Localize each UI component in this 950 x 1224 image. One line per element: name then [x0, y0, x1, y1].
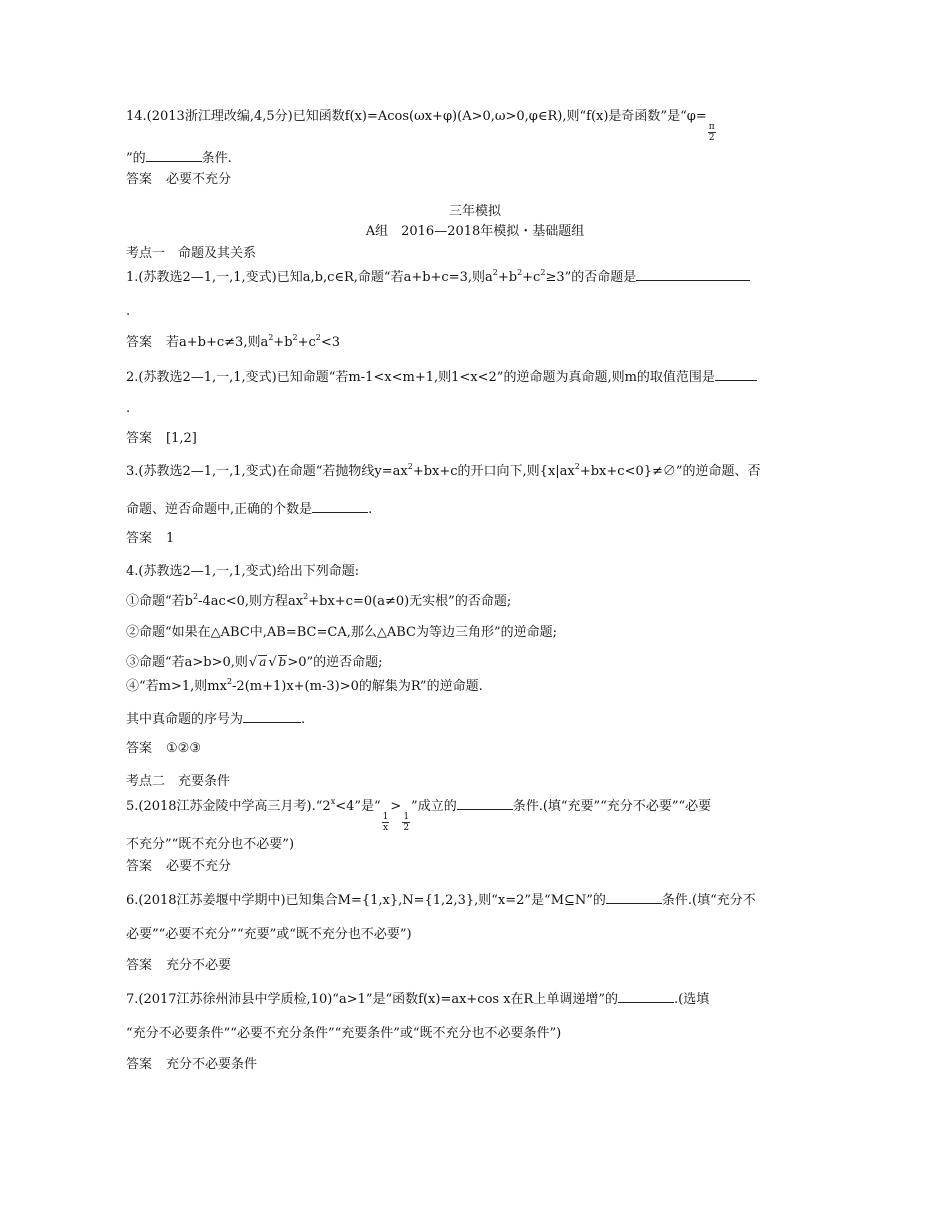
q4-item-4: ④“若m>1,则$mx^2-2(m+1)x+(m-3)>0$的解集为R”的逆命题.: [126, 677, 483, 694]
answer-label: 答案: [126, 741, 153, 756]
q6-line2: 必要”“必要不充分”“充要”或“既不充分也不必要”): [126, 927, 412, 942]
answer-label: 答案: [126, 172, 153, 187]
sqrt-icon: √: [248, 655, 258, 670]
q14-text: 14.(2013浙江理改编,4,5分)已知函数f(x)=Acos(ωx+φ)(A>0,ω>0,φ∈R),则“f(x)是奇函数”是“φ=: [126, 109, 707, 124]
q4-question: 其中真命题的序号为 .: [126, 709, 305, 729]
answer-blank: [618, 989, 674, 1003]
answer-label: 答案: [126, 431, 153, 446]
answer-value: 1: [166, 531, 175, 546]
q7-line1: 7.(2017江苏徐州沛县中学质检,10)“a>1”是“函数f(x)=ax+cos x在R上单调递增”的 .(选填: [126, 989, 709, 1009]
answer-blank: [606, 890, 662, 904]
q3-line2: 命题、逆否命题中,正确的个数是 .: [126, 499, 372, 519]
q5-line1: 5.(2018江苏金陵中学高三月考)$.“2^x<4$”是“ $\frac{1}{x}$ > $\frac{1}{2}$ ”成立的 条件.(填“充要”“充分不必要”“必要: [126, 797, 712, 833]
answer-label: 答案: [126, 958, 153, 973]
q7-answer: [126, 1056, 257, 1074]
q4-answer: [126, 740, 201, 758]
q14-answer: [126, 171, 231, 189]
fraction-1-over-2: $\frac{1}{2}$: [403, 812, 410, 833]
section-title: 三年模拟: [448, 204, 501, 219]
topic-heading-2: 考点二 充要条件: [126, 774, 231, 789]
q4-item-1: ①命题“若$b^2-4ac<0$,则方程$ax^2+bx+c=0(a\ne 0)$无实根”的否命题;: [126, 592, 512, 609]
q4-stem: 4.(苏教选2—1,一,1,变式)给出下列命题:: [126, 564, 360, 579]
answer-blank: [243, 709, 301, 723]
answer-value: 必要不充分: [166, 172, 232, 187]
fraction-1-over-x: $\frac{1}{x}$: [382, 812, 389, 833]
answer-blank: [457, 796, 513, 810]
answer-value: 必要不充分: [166, 859, 232, 874]
q5-answer: [126, 858, 231, 876]
topic-heading-1: 考点一 命题及其关系: [126, 246, 257, 261]
q3-answer: [126, 530, 174, 548]
q6-answer: [126, 957, 231, 975]
q2-line1: 2.(苏教选2—1,一,1,变式)已知命题“若m-1<x<m+1,则1<x<2”的逆命题为真命题,则m的取值范围是: [126, 367, 757, 387]
q14-line1: [126, 108, 717, 143]
section-subtitle: A组 2016—2018年模拟・基础题组: [365, 224, 585, 239]
answer-label: 答案: [126, 1057, 153, 1072]
q1-answer: 答案 若a+b+c≠3,则$a^2+b^2+c^2<3$: [126, 333, 341, 350]
answer-value: 充分不必要条件: [166, 1057, 258, 1072]
q4-item-3: ③命题“若a>b>0,则√ a √ b>0”的逆否命题;: [126, 655, 383, 670]
answer-value: [1,2]: [166, 431, 197, 446]
answer-blank: [636, 267, 750, 281]
q1-line2: .: [126, 304, 131, 319]
q14-fraction: $\frac{\pi}{2}$: [708, 122, 715, 143]
q4-item-2: ②命题“如果在△ABC中,AB=BC=CA,那么△ABC为等边三角形”的逆命题;: [126, 625, 557, 640]
answer-label: 答案: [126, 531, 153, 546]
sqrt-icon: √: [268, 655, 277, 670]
q1-line1: 1.(苏教选2—1,一,1,变式)已知a,b,c∈R,命题“若a+b+c=3,则$a^2+b^2+c^2\ge 3$”的否命题是: [126, 267, 750, 287]
q5-line2: 不充分”“既不充分也不必要”): [126, 837, 295, 852]
q2-line2: .: [126, 401, 131, 416]
q14-line2: ”的 条件.: [126, 148, 232, 168]
answer-blank: [715, 367, 757, 381]
answer-blank: [312, 499, 368, 513]
answer-blank: [146, 148, 202, 162]
q7-line2: “充分不必要条件”“必要不充分条件”“充要条件”或“既不充分也不必要条件”): [126, 1026, 562, 1041]
q3-line1: 3.(苏教选2—1,一,1,变式)在命题“若抛物线$y=ax^2+bx+c$的开口向下,则$\{x|ax^2+bx+c<0\}\ne\emptyset$”的逆命题、否: [126, 462, 761, 479]
answer-label: 答案: [126, 335, 153, 350]
answer-label: 答案: [126, 859, 153, 874]
q2-answer: [126, 430, 197, 448]
answer-value: 充分不必要: [166, 958, 232, 973]
answer-value: ①②③: [166, 741, 201, 756]
q6-line1: 6.(2018江苏姜堰中学期中)已知集合M={1,x},N={1,2,3},则“x=2”是“M⊆N”的 条件.(填“充分不: [126, 890, 756, 910]
